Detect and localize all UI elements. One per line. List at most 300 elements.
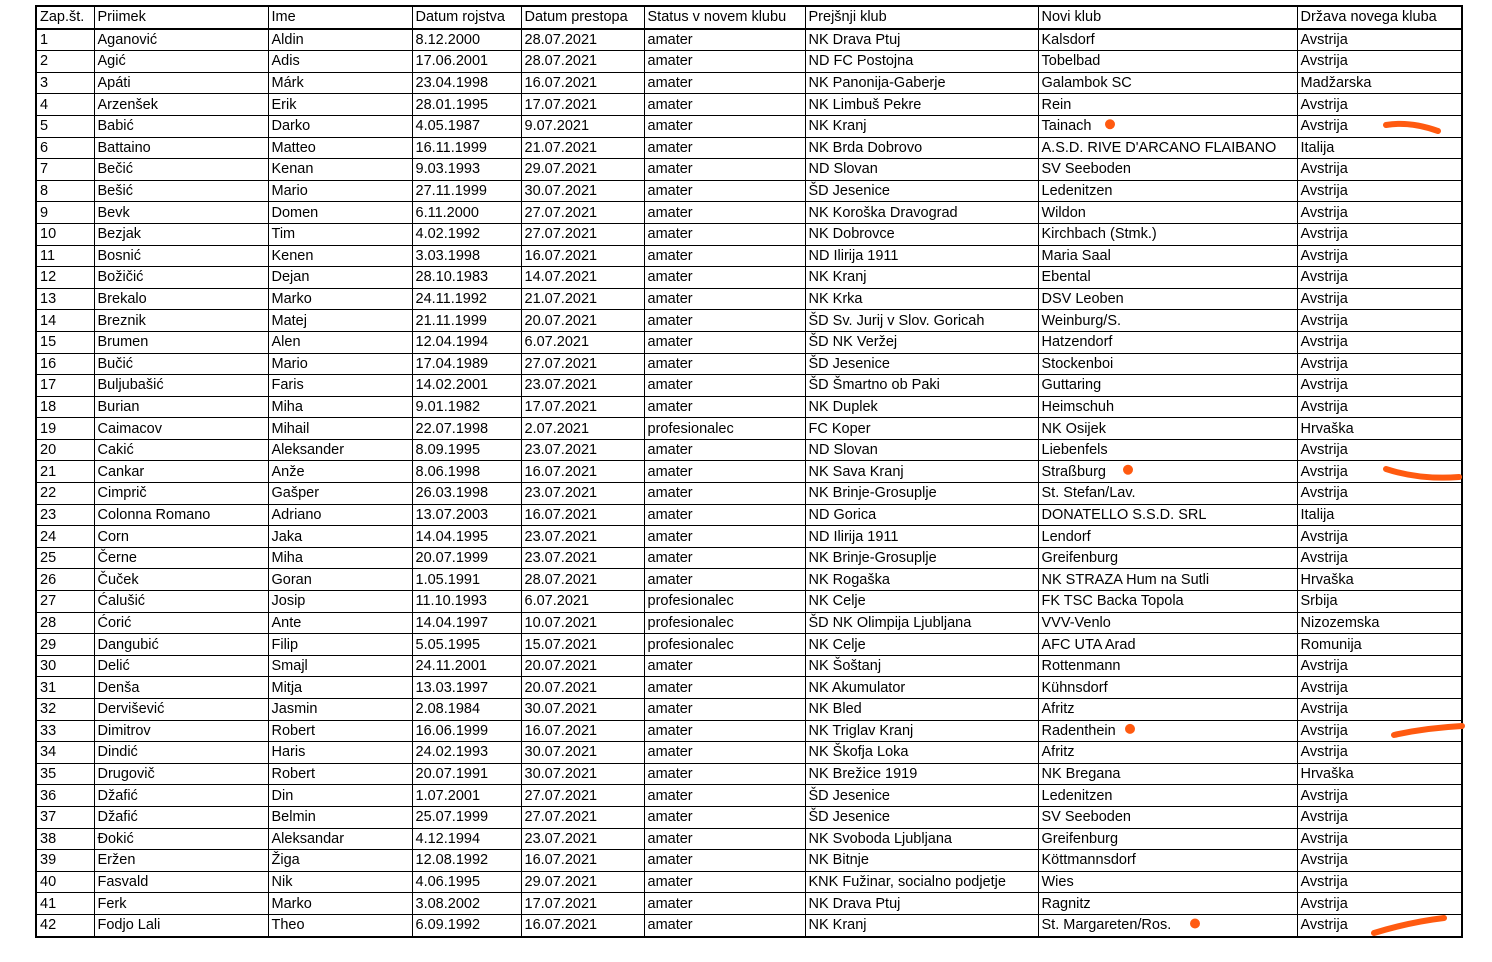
cell-drzava: Avstrija xyxy=(1297,310,1462,332)
cell-status: amater xyxy=(644,29,805,51)
cell-ime: Dejan xyxy=(268,267,412,289)
cell-datum-prestopa: 20.07.2021 xyxy=(521,310,644,332)
cell-status: amater xyxy=(644,547,805,569)
cell-ime: Miha xyxy=(268,547,412,569)
cell-datum-prestopa: 6.07.2021 xyxy=(521,331,644,353)
cell-priimek: Eržen xyxy=(94,850,268,872)
transfer-table xyxy=(35,5,1463,938)
cell-priimek: Cakić xyxy=(94,439,268,461)
cell-zap-st: 31 xyxy=(36,677,94,699)
cell-prejsnji-klub: NK Škofja Loka xyxy=(805,742,1038,764)
cell-datum-rojstva: 1.05.1991 xyxy=(412,569,521,591)
cell-datum-rojstva: 24.11.2001 xyxy=(412,655,521,677)
cell-status: amater xyxy=(644,353,805,375)
cell-priimek: Apáti xyxy=(94,72,268,94)
cell-novi-klub: St. Stefan/Lav. xyxy=(1038,483,1297,505)
cell-zap-st: 8 xyxy=(36,180,94,202)
cell-novi-klub: Kirchbach (Stmk.) xyxy=(1038,223,1297,245)
cell-datum-prestopa: 27.07.2021 xyxy=(521,785,644,807)
cell-zap-st: 10 xyxy=(36,223,94,245)
table-row xyxy=(36,461,1462,483)
cell-drzava: Avstrija xyxy=(1297,202,1462,224)
cell-priimek: Cimprič xyxy=(94,483,268,505)
cell-novi-klub: VVV-Venlo xyxy=(1038,612,1297,634)
cell-zap-st: 30 xyxy=(36,655,94,677)
cell-drzava: Avstrija xyxy=(1297,245,1462,267)
table-row xyxy=(36,504,1462,526)
table-row xyxy=(36,137,1462,159)
cell-prejsnji-klub: ND Ilirija 1911 xyxy=(805,526,1038,548)
cell-ime: Aldin xyxy=(268,29,412,51)
cell-prejsnji-klub: ND Slovan xyxy=(805,439,1038,461)
cell-prejsnji-klub: NK Duplek xyxy=(805,396,1038,418)
cell-drzava: Avstrija xyxy=(1297,526,1462,548)
cell-drzava: Avstrija xyxy=(1297,483,1462,505)
cell-ime: Marko xyxy=(268,288,412,310)
cell-ime: Mitja xyxy=(268,677,412,699)
cell-status: profesionalec xyxy=(644,418,805,440)
cell-status: amater xyxy=(644,396,805,418)
cell-priimek: Denša xyxy=(94,677,268,699)
cell-prejsnji-klub: FC Koper xyxy=(805,418,1038,440)
cell-drzava: Avstrija xyxy=(1297,396,1462,418)
table-row xyxy=(36,850,1462,872)
cell-priimek: Čuček xyxy=(94,569,268,591)
cell-priimek: Aganović xyxy=(94,29,268,51)
cell-novi-klub: St. Margareten/Ros. xyxy=(1038,914,1297,936)
header-datum-prestopa: Datum prestopa xyxy=(521,6,644,29)
cell-ime: Aleksandar xyxy=(268,828,412,850)
cell-datum-rojstva: 6.09.1992 xyxy=(412,914,521,936)
cell-novi-klub: DONATELLO S.S.D. SRL xyxy=(1038,504,1297,526)
cell-drzava: Hrvaška xyxy=(1297,763,1462,785)
cell-priimek: Dangubić xyxy=(94,634,268,656)
cell-ime: Tim xyxy=(268,223,412,245)
cell-datum-prestopa: 30.07.2021 xyxy=(521,742,644,764)
cell-prejsnji-klub: ND FC Postojna xyxy=(805,51,1038,73)
cell-priimek: Brumen xyxy=(94,331,268,353)
cell-novi-klub: Ragnitz xyxy=(1038,893,1297,915)
cell-drzava: Avstrija xyxy=(1297,677,1462,699)
table-row xyxy=(36,375,1462,397)
cell-novi-klub: Guttaring xyxy=(1038,375,1297,397)
cell-ime: Mario xyxy=(268,180,412,202)
cell-prejsnji-klub: KNK Fužinar, socialno podjetje xyxy=(805,871,1038,893)
cell-priimek: Bevk xyxy=(94,202,268,224)
cell-status: amater xyxy=(644,806,805,828)
cell-zap-st: 25 xyxy=(36,547,94,569)
cell-novi-klub: Radenthein xyxy=(1038,720,1297,742)
cell-ime: Jasmin xyxy=(268,699,412,721)
table-row xyxy=(36,94,1462,116)
cell-zap-st: 22 xyxy=(36,483,94,505)
cell-novi-klub: Ledenitzen xyxy=(1038,785,1297,807)
header-drzava: Država novega kluba xyxy=(1297,6,1462,29)
header-row xyxy=(36,6,1462,29)
cell-ime: Kenen xyxy=(268,245,412,267)
cell-prejsnji-klub: NK Bitnje xyxy=(805,850,1038,872)
cell-drzava: Madžarska xyxy=(1297,72,1462,94)
cell-zap-st: 28 xyxy=(36,612,94,634)
cell-prejsnji-klub: NK Triglav Kranj xyxy=(805,720,1038,742)
cell-prejsnji-klub: NK Rogaška xyxy=(805,569,1038,591)
cell-datum-rojstva: 22.07.1998 xyxy=(412,418,521,440)
cell-priimek: Burian xyxy=(94,396,268,418)
cell-status: amater xyxy=(644,526,805,548)
cell-status: amater xyxy=(644,828,805,850)
cell-zap-st: 38 xyxy=(36,828,94,850)
cell-datum-prestopa: 16.07.2021 xyxy=(521,850,644,872)
cell-ime: Matej xyxy=(268,310,412,332)
cell-zap-st: 5 xyxy=(36,115,94,137)
cell-status: amater xyxy=(644,850,805,872)
cell-priimek: Delić xyxy=(94,655,268,677)
cell-status: amater xyxy=(644,202,805,224)
cell-prejsnji-klub: NK Limbuš Pekre xyxy=(805,94,1038,116)
cell-datum-prestopa: 2.07.2021 xyxy=(521,418,644,440)
cell-ime: Haris xyxy=(268,742,412,764)
table-row xyxy=(36,634,1462,656)
table-row xyxy=(36,677,1462,699)
table-row xyxy=(36,914,1462,936)
cell-datum-rojstva: 4.02.1992 xyxy=(412,223,521,245)
cell-status: amater xyxy=(644,159,805,181)
table-row xyxy=(36,763,1462,785)
cell-novi-klub: Greifenburg xyxy=(1038,828,1297,850)
cell-drzava: Avstrija xyxy=(1297,267,1462,289)
table-row xyxy=(36,245,1462,267)
table-row xyxy=(36,29,1462,51)
cell-priimek: Dimitrov xyxy=(94,720,268,742)
cell-novi-klub: Tainach xyxy=(1038,115,1297,137)
cell-datum-prestopa: 29.07.2021 xyxy=(521,871,644,893)
cell-ime: Adis xyxy=(268,51,412,73)
cell-novi-klub: Kühnsdorf xyxy=(1038,677,1297,699)
cell-ime: Mihail xyxy=(268,418,412,440)
cell-status: amater xyxy=(644,245,805,267)
cell-ime: Adriano xyxy=(268,504,412,526)
cell-drzava: Avstrija xyxy=(1297,850,1462,872)
cell-datum-rojstva: 4.05.1987 xyxy=(412,115,521,137)
cell-datum-rojstva: 20.07.1999 xyxy=(412,547,521,569)
cell-priimek: Caimacov xyxy=(94,418,268,440)
table-row xyxy=(36,720,1462,742)
cell-priimek: Agić xyxy=(94,51,268,73)
cell-drzava: Avstrija xyxy=(1297,742,1462,764)
cell-zap-st: 33 xyxy=(36,720,94,742)
cell-zap-st: 35 xyxy=(36,763,94,785)
cell-prejsnji-klub: ŠD Sv. Jurij v Slov. Goricah xyxy=(805,310,1038,332)
header-status: Status v novem klubu xyxy=(644,6,805,29)
table-row xyxy=(36,223,1462,245)
cell-status: amater xyxy=(644,914,805,936)
cell-prejsnji-klub: NK Akumulator xyxy=(805,677,1038,699)
cell-novi-klub: AFC UTA Arad xyxy=(1038,634,1297,656)
cell-datum-prestopa: 16.07.2021 xyxy=(521,461,644,483)
cell-priimek: Džafić xyxy=(94,785,268,807)
cell-prejsnji-klub: ND Gorica xyxy=(805,504,1038,526)
cell-datum-rojstva: 17.04.1989 xyxy=(412,353,521,375)
cell-datum-rojstva: 25.07.1999 xyxy=(412,806,521,828)
cell-prejsnji-klub: ŠD NK Olimpija Ljubljana xyxy=(805,612,1038,634)
cell-novi-klub: SV Seeboden xyxy=(1038,159,1297,181)
cell-drzava: Avstrija xyxy=(1297,375,1462,397)
cell-ime: Márk xyxy=(268,72,412,94)
cell-datum-rojstva: 11.10.1993 xyxy=(412,591,521,613)
cell-ime: Robert xyxy=(268,763,412,785)
cell-zap-st: 20 xyxy=(36,439,94,461)
cell-datum-prestopa: 27.07.2021 xyxy=(521,202,644,224)
cell-prejsnji-klub: NK Kranj xyxy=(805,267,1038,289)
cell-drzava: Avstrija xyxy=(1297,94,1462,116)
cell-datum-prestopa: 28.07.2021 xyxy=(521,29,644,51)
header-datum-rojstva: Datum rojstva xyxy=(412,6,521,29)
cell-ime: Anže xyxy=(268,461,412,483)
cell-ime: Alen xyxy=(268,331,412,353)
cell-priimek: Brekalo xyxy=(94,288,268,310)
cell-datum-prestopa: 16.07.2021 xyxy=(521,720,644,742)
cell-datum-rojstva: 8.09.1995 xyxy=(412,439,521,461)
cell-datum-rojstva: 3.08.2002 xyxy=(412,893,521,915)
table-row xyxy=(36,72,1462,94)
cell-datum-prestopa: 9.07.2021 xyxy=(521,115,644,137)
table-row xyxy=(36,699,1462,721)
cell-status: amater xyxy=(644,504,805,526)
cell-datum-prestopa: 6.07.2021 xyxy=(521,591,644,613)
cell-priimek: Babić xyxy=(94,115,268,137)
cell-datum-prestopa: 28.07.2021 xyxy=(521,51,644,73)
cell-datum-rojstva: 14.04.1997 xyxy=(412,612,521,634)
cell-ime: Theo xyxy=(268,914,412,936)
cell-datum-prestopa: 14.07.2021 xyxy=(521,267,644,289)
cell-datum-rojstva: 12.08.1992 xyxy=(412,850,521,872)
cell-zap-st: 16 xyxy=(36,353,94,375)
cell-datum-rojstva: 4.06.1995 xyxy=(412,871,521,893)
cell-zap-st: 37 xyxy=(36,806,94,828)
cell-prejsnji-klub: NK Drava Ptuj xyxy=(805,29,1038,51)
cell-datum-rojstva: 20.07.1991 xyxy=(412,763,521,785)
cell-zap-st: 9 xyxy=(36,202,94,224)
cell-drzava: Avstrija xyxy=(1297,699,1462,721)
cell-status: amater xyxy=(644,720,805,742)
cell-prejsnji-klub: NK Krka xyxy=(805,288,1038,310)
cell-drzava: Avstrija xyxy=(1297,51,1462,73)
cell-drzava: Avstrija xyxy=(1297,461,1462,483)
table-row xyxy=(36,51,1462,73)
cell-status: amater xyxy=(644,461,805,483)
cell-drzava: Avstrija xyxy=(1297,288,1462,310)
table-row xyxy=(36,180,1462,202)
cell-datum-prestopa: 16.07.2021 xyxy=(521,245,644,267)
cell-status: amater xyxy=(644,871,805,893)
table-row xyxy=(36,115,1462,137)
cell-drzava: Avstrija xyxy=(1297,893,1462,915)
cell-status: amater xyxy=(644,72,805,94)
cell-novi-klub: Kalsdorf xyxy=(1038,29,1297,51)
cell-priimek: Cankar xyxy=(94,461,268,483)
cell-ime: Smajl xyxy=(268,655,412,677)
cell-drzava: Avstrija xyxy=(1297,223,1462,245)
cell-novi-klub: Maria Saal xyxy=(1038,245,1297,267)
cell-prejsnji-klub: ŠD Jesenice xyxy=(805,806,1038,828)
cell-datum-prestopa: 16.07.2021 xyxy=(521,72,644,94)
cell-priimek: Arzenšek xyxy=(94,94,268,116)
cell-zap-st: 17 xyxy=(36,375,94,397)
cell-zap-st: 34 xyxy=(36,742,94,764)
cell-ime: Aleksander xyxy=(268,439,412,461)
table-row xyxy=(36,591,1462,613)
cell-status: amater xyxy=(644,785,805,807)
header-novi-klub: Novi klub xyxy=(1038,6,1297,29)
cell-status: amater xyxy=(644,331,805,353)
cell-drzava: Srbija xyxy=(1297,591,1462,613)
cell-status: amater xyxy=(644,742,805,764)
table-row xyxy=(36,893,1462,915)
cell-prejsnji-klub: NK Kranj xyxy=(805,115,1038,137)
cell-novi-klub: Afritz xyxy=(1038,699,1297,721)
cell-datum-rojstva: 2.08.1984 xyxy=(412,699,521,721)
cell-prejsnji-klub: ND Slovan xyxy=(805,159,1038,181)
cell-ime: Mario xyxy=(268,353,412,375)
cell-zap-st: 4 xyxy=(36,94,94,116)
cell-ime: Ante xyxy=(268,612,412,634)
cell-ime: Nik xyxy=(268,871,412,893)
cell-priimek: Breznik xyxy=(94,310,268,332)
cell-datum-prestopa: 23.07.2021 xyxy=(521,439,644,461)
table-row xyxy=(36,828,1462,850)
cell-drzava: Romunija xyxy=(1297,634,1462,656)
table-row xyxy=(36,331,1462,353)
cell-ime: Matteo xyxy=(268,137,412,159)
cell-status: amater xyxy=(644,375,805,397)
cell-status: amater xyxy=(644,439,805,461)
cell-zap-st: 19 xyxy=(36,418,94,440)
cell-zap-st: 36 xyxy=(36,785,94,807)
cell-datum-prestopa: 16.07.2021 xyxy=(521,914,644,936)
cell-drzava: Italija xyxy=(1297,137,1462,159)
table-row xyxy=(36,547,1462,569)
cell-datum-prestopa: 17.07.2021 xyxy=(521,396,644,418)
table-row xyxy=(36,353,1462,375)
cell-drzava: Avstrija xyxy=(1297,29,1462,51)
cell-prejsnji-klub: ŠD Jesenice xyxy=(805,180,1038,202)
cell-ime: Robert xyxy=(268,720,412,742)
cell-datum-prestopa: 17.07.2021 xyxy=(521,893,644,915)
cell-drzava: Avstrija xyxy=(1297,806,1462,828)
cell-datum-prestopa: 28.07.2021 xyxy=(521,569,644,591)
cell-priimek: Corn xyxy=(94,526,268,548)
cell-datum-prestopa: 27.07.2021 xyxy=(521,353,644,375)
header-zap-st: Zap.št. xyxy=(36,6,94,29)
cell-status: amater xyxy=(644,267,805,289)
cell-drzava: Avstrija xyxy=(1297,785,1462,807)
cell-prejsnji-klub: NK Celje xyxy=(805,634,1038,656)
cell-priimek: Ćorić xyxy=(94,612,268,634)
cell-priimek: Bešić xyxy=(94,180,268,202)
cell-prejsnji-klub: NK Kranj xyxy=(805,914,1038,936)
cell-prejsnji-klub: NK Drava Ptuj xyxy=(805,893,1038,915)
cell-prejsnji-klub: ŠD Šmartno ob Paki xyxy=(805,375,1038,397)
cell-status: amater xyxy=(644,677,805,699)
cell-novi-klub: Afritz xyxy=(1038,742,1297,764)
cell-novi-klub: Galambok SC xyxy=(1038,72,1297,94)
cell-prejsnji-klub: NK Dobrovce xyxy=(805,223,1038,245)
cell-drzava: Avstrija xyxy=(1297,159,1462,181)
cell-prejsnji-klub: NK Bled xyxy=(805,699,1038,721)
cell-prejsnji-klub: ŠD Jesenice xyxy=(805,353,1038,375)
cell-drzava: Hrvaška xyxy=(1297,418,1462,440)
table-row xyxy=(36,396,1462,418)
cell-status: amater xyxy=(644,483,805,505)
cell-prejsnji-klub: NK Panonija-Gaberje xyxy=(805,72,1038,94)
table-row xyxy=(36,267,1462,289)
cell-datum-rojstva: 13.07.2003 xyxy=(412,504,521,526)
cell-datum-rojstva: 13.03.1997 xyxy=(412,677,521,699)
cell-priimek: Černe xyxy=(94,547,268,569)
cell-novi-klub: Liebenfels xyxy=(1038,439,1297,461)
cell-zap-st: 32 xyxy=(36,699,94,721)
cell-zap-st: 27 xyxy=(36,591,94,613)
cell-novi-klub: FK TSC Backa Topola xyxy=(1038,591,1297,613)
table-row xyxy=(36,612,1462,634)
cell-priimek: Bučić xyxy=(94,353,268,375)
cell-zap-st: 1 xyxy=(36,29,94,51)
cell-drzava: Avstrija xyxy=(1297,828,1462,850)
cell-drzava: Avstrija xyxy=(1297,547,1462,569)
cell-prejsnji-klub: NK Brda Dobrovo xyxy=(805,137,1038,159)
cell-novi-klub: NK STRAZA Hum na Sutli xyxy=(1038,569,1297,591)
cell-datum-rojstva: 26.03.1998 xyxy=(412,483,521,505)
cell-status: amater xyxy=(644,51,805,73)
cell-zap-st: 42 xyxy=(36,914,94,936)
table-row xyxy=(36,439,1462,461)
cell-drzava: Avstrija xyxy=(1297,115,1462,137)
cell-datum-rojstva: 12.04.1994 xyxy=(412,331,521,353)
table-row xyxy=(36,526,1462,548)
cell-priimek: Battaino xyxy=(94,137,268,159)
cell-ime: Domen xyxy=(268,202,412,224)
table-row xyxy=(36,288,1462,310)
cell-zap-st: 15 xyxy=(36,331,94,353)
cell-zap-st: 12 xyxy=(36,267,94,289)
cell-zap-st: 24 xyxy=(36,526,94,548)
cell-novi-klub: Köttmannsdorf xyxy=(1038,850,1297,872)
cell-priimek: Colonna Romano xyxy=(94,504,268,526)
cell-datum-prestopa: 10.07.2021 xyxy=(521,612,644,634)
cell-datum-rojstva: 1.07.2001 xyxy=(412,785,521,807)
cell-novi-klub: Ebental xyxy=(1038,267,1297,289)
cell-zap-st: 14 xyxy=(36,310,94,332)
cell-datum-prestopa: 27.07.2021 xyxy=(521,223,644,245)
cell-datum-rojstva: 28.10.1983 xyxy=(412,267,521,289)
cell-prejsnji-klub: NK Šoštanj xyxy=(805,655,1038,677)
cell-datum-rojstva: 24.11.1992 xyxy=(412,288,521,310)
cell-datum-rojstva: 16.06.1999 xyxy=(412,720,521,742)
table-row xyxy=(36,806,1462,828)
cell-novi-klub: Straßburg xyxy=(1038,461,1297,483)
cell-zap-st: 39 xyxy=(36,850,94,872)
cell-datum-prestopa: 30.07.2021 xyxy=(521,180,644,202)
cell-priimek: Buljubašić xyxy=(94,375,268,397)
cell-datum-rojstva: 4.12.1994 xyxy=(412,828,521,850)
cell-drzava: Avstrija xyxy=(1297,331,1462,353)
cell-novi-klub: NK Osijek xyxy=(1038,418,1297,440)
cell-priimek: Božičić xyxy=(94,267,268,289)
cell-novi-klub: Weinburg/S. xyxy=(1038,310,1297,332)
cell-status: amater xyxy=(644,288,805,310)
cell-novi-klub: DSV Leoben xyxy=(1038,288,1297,310)
cell-status: amater xyxy=(644,763,805,785)
